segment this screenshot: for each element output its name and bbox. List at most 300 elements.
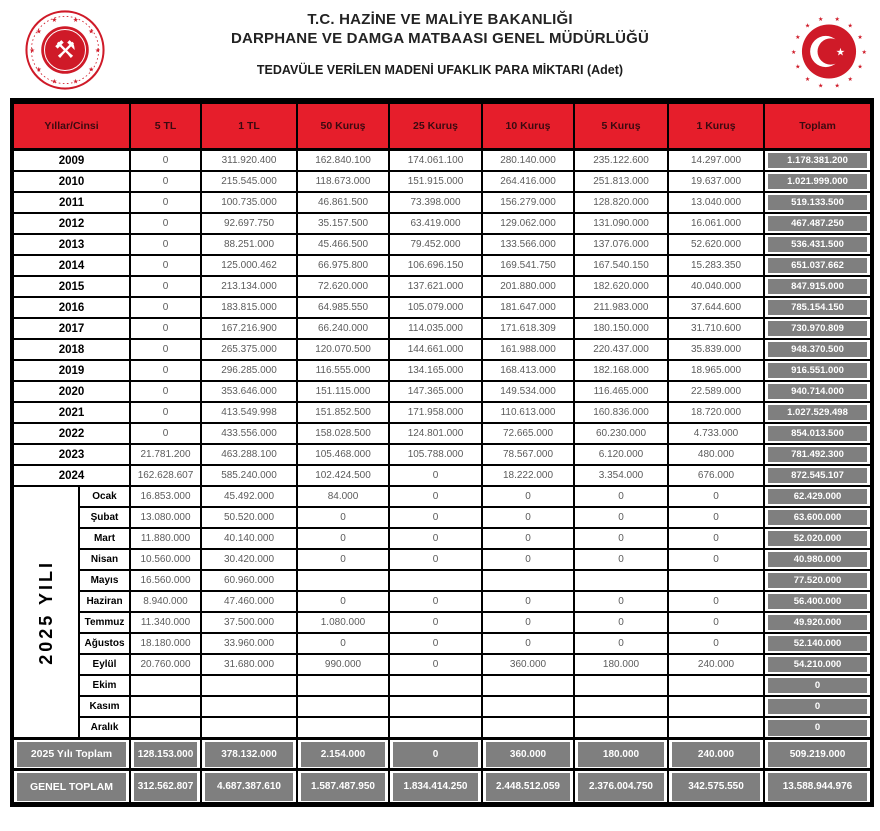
cell-value: 131.090.000 [574, 213, 668, 234]
cell-value: 0 [389, 549, 482, 570]
svg-text:★: ★ [35, 28, 42, 36]
cell-value: 0 [668, 549, 764, 570]
table-row-month [12, 549, 872, 570]
row-total: 519.133.500 [764, 192, 872, 213]
cell-value: 235.122.600 [574, 150, 668, 172]
cell-value: 0 [574, 486, 668, 507]
cell-value [668, 717, 764, 739]
month-label: Aralık [79, 717, 130, 739]
svg-text:★: ★ [834, 16, 840, 24]
cell-value: 13.080.000 [130, 507, 201, 528]
svg-text:★: ★ [51, 78, 58, 86]
cell-value [130, 696, 201, 717]
cell-value: 158.028.500 [297, 423, 389, 444]
cell-value [201, 675, 297, 696]
row-total: 467.487.250 [764, 213, 872, 234]
document-header [0, 0, 880, 96]
svg-text:★: ★ [795, 34, 801, 42]
svg-text:★: ★ [861, 48, 868, 56]
cell-value: 6.120.000 [574, 444, 668, 465]
cell-value: 0 [482, 549, 574, 570]
cell-value: 15.283.350 [668, 255, 764, 276]
cell-value [201, 696, 297, 717]
cell-value: 183.815.000 [201, 297, 297, 318]
column-header-5: 10 Kuruş [482, 101, 574, 150]
cell-value: 0 [130, 276, 201, 297]
cell-value: 0 [389, 591, 482, 612]
row-total: 1.178.381.200 [764, 150, 872, 172]
cell-value: 66.975.800 [297, 255, 389, 276]
table-row-year [12, 402, 872, 423]
cell-value: 167.540.150 [574, 255, 668, 276]
cell-value: 0 [130, 360, 201, 381]
cell-value: 151.852.500 [297, 402, 389, 423]
cell-value: 144.661.000 [389, 339, 482, 360]
cell-value: 265.375.000 [201, 339, 297, 360]
svg-text:★: ★ [818, 82, 824, 90]
year-label: 2016 [12, 297, 130, 318]
cell-value: 133.566.000 [482, 234, 574, 255]
cell-value: 72.665.000 [482, 423, 574, 444]
cell-value: 169.541.750 [482, 255, 574, 276]
year-label: 2010 [12, 171, 130, 192]
cell-value: 35.157.500 [297, 213, 389, 234]
year-label: 2024 [12, 465, 130, 486]
row-total: 651.037.662 [764, 255, 872, 276]
svg-text:★: ★ [795, 63, 801, 71]
cell-value: 0 [130, 192, 201, 213]
cell-value: 0 [389, 633, 482, 654]
cell-value: 8.940.000 [130, 591, 201, 612]
cell-value: 174.061.100 [389, 150, 482, 172]
cell-value: 40.140.000 [201, 528, 297, 549]
svg-text:★: ★ [72, 78, 79, 86]
row-total: 0 [764, 696, 872, 717]
cell-value: 79.452.000 [389, 234, 482, 255]
cell-value: 22.589.000 [668, 381, 764, 402]
cell-value [130, 675, 201, 696]
svg-text:★: ★ [847, 76, 854, 84]
column-header-2: 1 TL [201, 101, 297, 150]
cell-value: 147.365.000 [389, 381, 482, 402]
cell-value: 120.070.500 [297, 339, 389, 360]
cell-value: 0 [130, 402, 201, 423]
cell-value: 124.801.000 [389, 423, 482, 444]
year-group-label: 2025 YILI [35, 559, 56, 665]
cell-value: 0 [668, 612, 764, 633]
cell-value: 0 [389, 612, 482, 633]
cell-value: 31.680.000 [201, 654, 297, 675]
cell-value: 106.696.150 [389, 255, 482, 276]
cell-value: 105.788.000 [389, 444, 482, 465]
cell-value [389, 675, 482, 696]
cell-value: 0 [130, 318, 201, 339]
cell-value: 180.150.000 [574, 318, 668, 339]
cell-value: 480.000 [668, 444, 764, 465]
cell-value [297, 696, 389, 717]
svg-text:★: ★ [857, 63, 863, 71]
month-label: Ağustos [79, 633, 130, 654]
cell-value: 46.861.500 [297, 192, 389, 213]
cell-value: 149.534.000 [482, 381, 574, 402]
table-row-month [12, 570, 872, 591]
year-label: 2018 [12, 339, 130, 360]
cell-value: 31.710.600 [668, 318, 764, 339]
cell-value: 182.620.000 [574, 276, 668, 297]
cell-value: 19.637.000 [668, 171, 764, 192]
year-label: 2017 [12, 318, 130, 339]
summary-value: 1.587.487.950 [297, 770, 389, 805]
cell-value: 137.621.000 [389, 276, 482, 297]
svg-text:★: ★ [88, 28, 95, 36]
svg-text:★: ★ [88, 66, 95, 74]
cell-value: 360.000 [482, 654, 574, 675]
cell-value [574, 570, 668, 591]
table-row-month [12, 528, 872, 549]
cell-value [389, 570, 482, 591]
coin-circulation-table [10, 98, 874, 807]
table-row-grand-total [12, 770, 872, 805]
cell-value: 213.134.000 [201, 276, 297, 297]
summary-label: 2025 Yılı Toplam [12, 739, 130, 770]
cell-value: 40.040.000 [668, 276, 764, 297]
row-total: 49.920.000 [764, 612, 872, 633]
table-header [12, 101, 872, 150]
cell-value: 66.240.000 [297, 318, 389, 339]
summary-total: 13.588.944.976 [764, 770, 872, 805]
table-row-year [12, 381, 872, 402]
cell-value: 45.466.500 [297, 234, 389, 255]
month-label: Mayıs [79, 570, 130, 591]
cell-value: 102.424.500 [297, 465, 389, 486]
cell-value: 0 [668, 528, 764, 549]
month-label: Ekim [79, 675, 130, 696]
table-row-year [12, 297, 872, 318]
cell-value: 181.647.000 [482, 297, 574, 318]
table-row-year [12, 465, 872, 486]
directorate-title: DARPHANE VE DAMGA MATBAASI GENEL MÜDÜRLÜĞÜ [230, 30, 650, 47]
cell-value: 463.288.100 [201, 444, 297, 465]
row-total: 730.970.809 [764, 318, 872, 339]
cell-value [668, 696, 764, 717]
cell-value [668, 570, 764, 591]
year-label: 2020 [12, 381, 130, 402]
cell-value: 47.460.000 [201, 591, 297, 612]
cell-value: 118.673.000 [297, 171, 389, 192]
table-row-year [12, 192, 872, 213]
month-label: Temmuz [79, 612, 130, 633]
cell-value: 21.781.200 [130, 444, 201, 465]
cell-value: 16.061.000 [668, 213, 764, 234]
cell-value: 201.880.000 [482, 276, 574, 297]
cell-value [482, 696, 574, 717]
cell-value: 240.000 [668, 654, 764, 675]
cell-value: 10.560.000 [130, 549, 201, 570]
row-total: 0 [764, 717, 872, 739]
cell-value [389, 696, 482, 717]
cell-value: 114.035.000 [389, 318, 482, 339]
table-row-month [12, 675, 872, 696]
column-header-4: 25 Kuruş [389, 101, 482, 150]
month-label: Ocak [79, 486, 130, 507]
cell-value: 0 [297, 549, 389, 570]
summary-value: 4.687.387.610 [201, 770, 297, 805]
row-total: 940.714.000 [764, 381, 872, 402]
cell-value: 105.468.000 [297, 444, 389, 465]
cell-value: 0 [389, 654, 482, 675]
cell-value: 353.646.000 [201, 381, 297, 402]
cell-value: 0 [668, 591, 764, 612]
month-label: Şubat [79, 507, 130, 528]
cell-value: 60.960.000 [201, 570, 297, 591]
cell-value: 16.560.000 [130, 570, 201, 591]
ministry-title: T.C. HAZİNE VE MALİYE BAKANLIĞI [307, 11, 573, 28]
cell-value: 72.620.000 [297, 276, 389, 297]
row-total: 781.492.300 [764, 444, 872, 465]
cell-value: 168.413.000 [482, 360, 574, 381]
cell-value: 129.062.000 [482, 213, 574, 234]
year-label: 2015 [12, 276, 130, 297]
cell-value: 14.297.000 [668, 150, 764, 172]
cell-value: 88.251.000 [201, 234, 297, 255]
cell-value: 16.853.000 [130, 486, 201, 507]
cell-value: 0 [574, 633, 668, 654]
cell-value: 30.420.000 [201, 549, 297, 570]
cell-value: 0 [574, 507, 668, 528]
cell-value: 64.985.550 [297, 297, 389, 318]
cell-value: 45.492.000 [201, 486, 297, 507]
table-row-year [12, 318, 872, 339]
svg-text:★: ★ [835, 46, 846, 59]
table-row-month [12, 507, 872, 528]
cell-value: 0 [482, 507, 574, 528]
cell-value [482, 675, 574, 696]
column-header-years: Yıllar/Cinsi [12, 101, 130, 150]
year-label: 2014 [12, 255, 130, 276]
svg-text:★: ★ [857, 34, 863, 42]
svg-text:★: ★ [94, 47, 101, 55]
cell-value: 33.960.000 [201, 633, 297, 654]
cell-value: 251.813.000 [574, 171, 668, 192]
month-label: Haziran [79, 591, 130, 612]
cell-value: 0 [297, 633, 389, 654]
cell-value: 151.115.000 [297, 381, 389, 402]
cell-value: 0 [130, 234, 201, 255]
cell-value: 128.820.000 [574, 192, 668, 213]
cell-value: 180.000 [574, 654, 668, 675]
cell-value: 0 [389, 486, 482, 507]
cell-value: 161.988.000 [482, 339, 574, 360]
row-total: 1.021.999.000 [764, 171, 872, 192]
column-header-3: 50 Kuruş [297, 101, 389, 150]
header-row [12, 101, 872, 150]
summary-label: GENEL TOPLAM [12, 770, 130, 805]
svg-text:★: ★ [790, 48, 797, 56]
row-total: 77.520.000 [764, 570, 872, 591]
cell-value: 105.079.000 [389, 297, 482, 318]
cell-value: 0 [574, 591, 668, 612]
cell-value: 311.920.400 [201, 150, 297, 172]
year-label: 2011 [12, 192, 130, 213]
cell-value: 50.520.000 [201, 507, 297, 528]
svg-text:★: ★ [35, 66, 42, 74]
svg-text:★: ★ [51, 17, 58, 25]
row-total: 0 [764, 675, 872, 696]
row-total: 1.027.529.498 [764, 402, 872, 423]
cell-value: 0 [130, 339, 201, 360]
cell-value: 211.983.000 [574, 297, 668, 318]
cell-value: 0 [130, 381, 201, 402]
ministry-seal-icon [788, 9, 870, 94]
table-row-year [12, 150, 872, 172]
column-header-8: Toplam [764, 101, 872, 150]
cell-value [482, 717, 574, 739]
cell-value: 4.733.000 [668, 423, 764, 444]
cell-value: 0 [297, 507, 389, 528]
table-row-year [12, 339, 872, 360]
cell-value: 134.165.000 [389, 360, 482, 381]
table-row-year [12, 276, 872, 297]
column-header-1: 5 TL [130, 101, 201, 150]
summary-value: 360.000 [482, 739, 574, 770]
cell-value [201, 717, 297, 739]
cell-value: 264.416.000 [482, 171, 574, 192]
cell-value: 37.644.600 [668, 297, 764, 318]
summary-value: 312.562.807 [130, 770, 201, 805]
cell-value: 0 [574, 549, 668, 570]
row-total: 872.545.107 [764, 465, 872, 486]
svg-text:★: ★ [847, 22, 854, 30]
cell-value: 0 [130, 255, 201, 276]
cell-value: 0 [482, 528, 574, 549]
cell-value: 18.222.000 [482, 465, 574, 486]
cell-value: 433.556.000 [201, 423, 297, 444]
cell-value: 0 [668, 507, 764, 528]
cell-value: 296.285.000 [201, 360, 297, 381]
table-row-year [12, 255, 872, 276]
cell-value: 676.000 [668, 465, 764, 486]
table-row-month [12, 633, 872, 654]
cell-value: 215.545.000 [201, 171, 297, 192]
cell-value: 0 [482, 486, 574, 507]
cell-value: 0 [389, 507, 482, 528]
year-label: 2019 [12, 360, 130, 381]
cell-value: 60.230.000 [574, 423, 668, 444]
cell-value [574, 675, 668, 696]
cell-value: 35.839.000 [668, 339, 764, 360]
row-total: 948.370.500 [764, 339, 872, 360]
cell-value: 585.240.000 [201, 465, 297, 486]
cell-value: 160.836.000 [574, 402, 668, 423]
cell-value: 162.628.607 [130, 465, 201, 486]
cell-value [130, 717, 201, 739]
cell-value [297, 570, 389, 591]
cell-value: 0 [297, 528, 389, 549]
cell-value: 413.549.998 [201, 402, 297, 423]
month-label: Mart [79, 528, 130, 549]
row-total: 54.210.000 [764, 654, 872, 675]
cell-value: 0 [130, 171, 201, 192]
cell-value: 0 [482, 633, 574, 654]
cell-value: 182.168.000 [574, 360, 668, 381]
summary-value: 342.575.550 [668, 770, 764, 805]
cell-value: 20.760.000 [130, 654, 201, 675]
row-total: 56.400.000 [764, 591, 872, 612]
cell-value: 0 [130, 213, 201, 234]
svg-text:⚒: ⚒ [53, 37, 77, 65]
year-label: 2021 [12, 402, 130, 423]
summary-value: 2.376.004.750 [574, 770, 668, 805]
cell-value: 162.840.100 [297, 150, 389, 172]
cell-value [297, 717, 389, 739]
cell-value: 3.354.000 [574, 465, 668, 486]
cell-value: 0 [668, 633, 764, 654]
column-header-7: 1 Kuruş [668, 101, 764, 150]
table-row-month [12, 591, 872, 612]
cell-value: 110.613.000 [482, 402, 574, 423]
row-total: 536.431.500 [764, 234, 872, 255]
table-row-month [12, 612, 872, 633]
summary-value: 0 [389, 739, 482, 770]
svg-text:★: ★ [804, 76, 811, 84]
cell-value: 0 [389, 465, 482, 486]
table-row-year [12, 444, 872, 465]
summary-value: 2.448.512.059 [482, 770, 574, 805]
row-total: 40.980.000 [764, 549, 872, 570]
row-total: 52.140.000 [764, 633, 872, 654]
cell-value: 137.076.000 [574, 234, 668, 255]
cell-value: 18.180.000 [130, 633, 201, 654]
table-row-year [12, 423, 872, 444]
cell-value: 0 [130, 150, 201, 172]
row-total: 847.915.000 [764, 276, 872, 297]
cell-value: 116.555.000 [297, 360, 389, 381]
table-row-year [12, 171, 872, 192]
cell-value: 100.735.000 [201, 192, 297, 213]
summary-value: 240.000 [668, 739, 764, 770]
cell-value: 280.140.000 [482, 150, 574, 172]
cell-value: 167.216.900 [201, 318, 297, 339]
table-body [12, 150, 872, 805]
cell-value: 11.880.000 [130, 528, 201, 549]
row-total: 63.600.000 [764, 507, 872, 528]
svg-text:★: ★ [818, 16, 824, 24]
month-label: Eylül [79, 654, 130, 675]
row-total: 62.429.000 [764, 486, 872, 507]
cell-value [482, 570, 574, 591]
cell-value: 171.618.309 [482, 318, 574, 339]
summary-value: 128.153.000 [130, 739, 201, 770]
cell-value: 151.915.000 [389, 171, 482, 192]
cell-value: 92.697.750 [201, 213, 297, 234]
year-label: 2023 [12, 444, 130, 465]
cell-value: 1.080.000 [297, 612, 389, 633]
row-total: 916.551.000 [764, 360, 872, 381]
cell-value: 52.620.000 [668, 234, 764, 255]
table-row-month [12, 486, 872, 507]
summary-value: 180.000 [574, 739, 668, 770]
title-block [0, 10, 880, 77]
cell-value: 63.419.000 [389, 213, 482, 234]
summary-value: 378.132.000 [201, 739, 297, 770]
cell-value: 37.500.000 [201, 612, 297, 633]
month-label: Nisan [79, 549, 130, 570]
svg-text:★: ★ [804, 22, 811, 30]
table-row-month [12, 654, 872, 675]
cell-value: 13.040.000 [668, 192, 764, 213]
cell-value: 220.437.000 [574, 339, 668, 360]
svg-text:★: ★ [29, 47, 36, 55]
